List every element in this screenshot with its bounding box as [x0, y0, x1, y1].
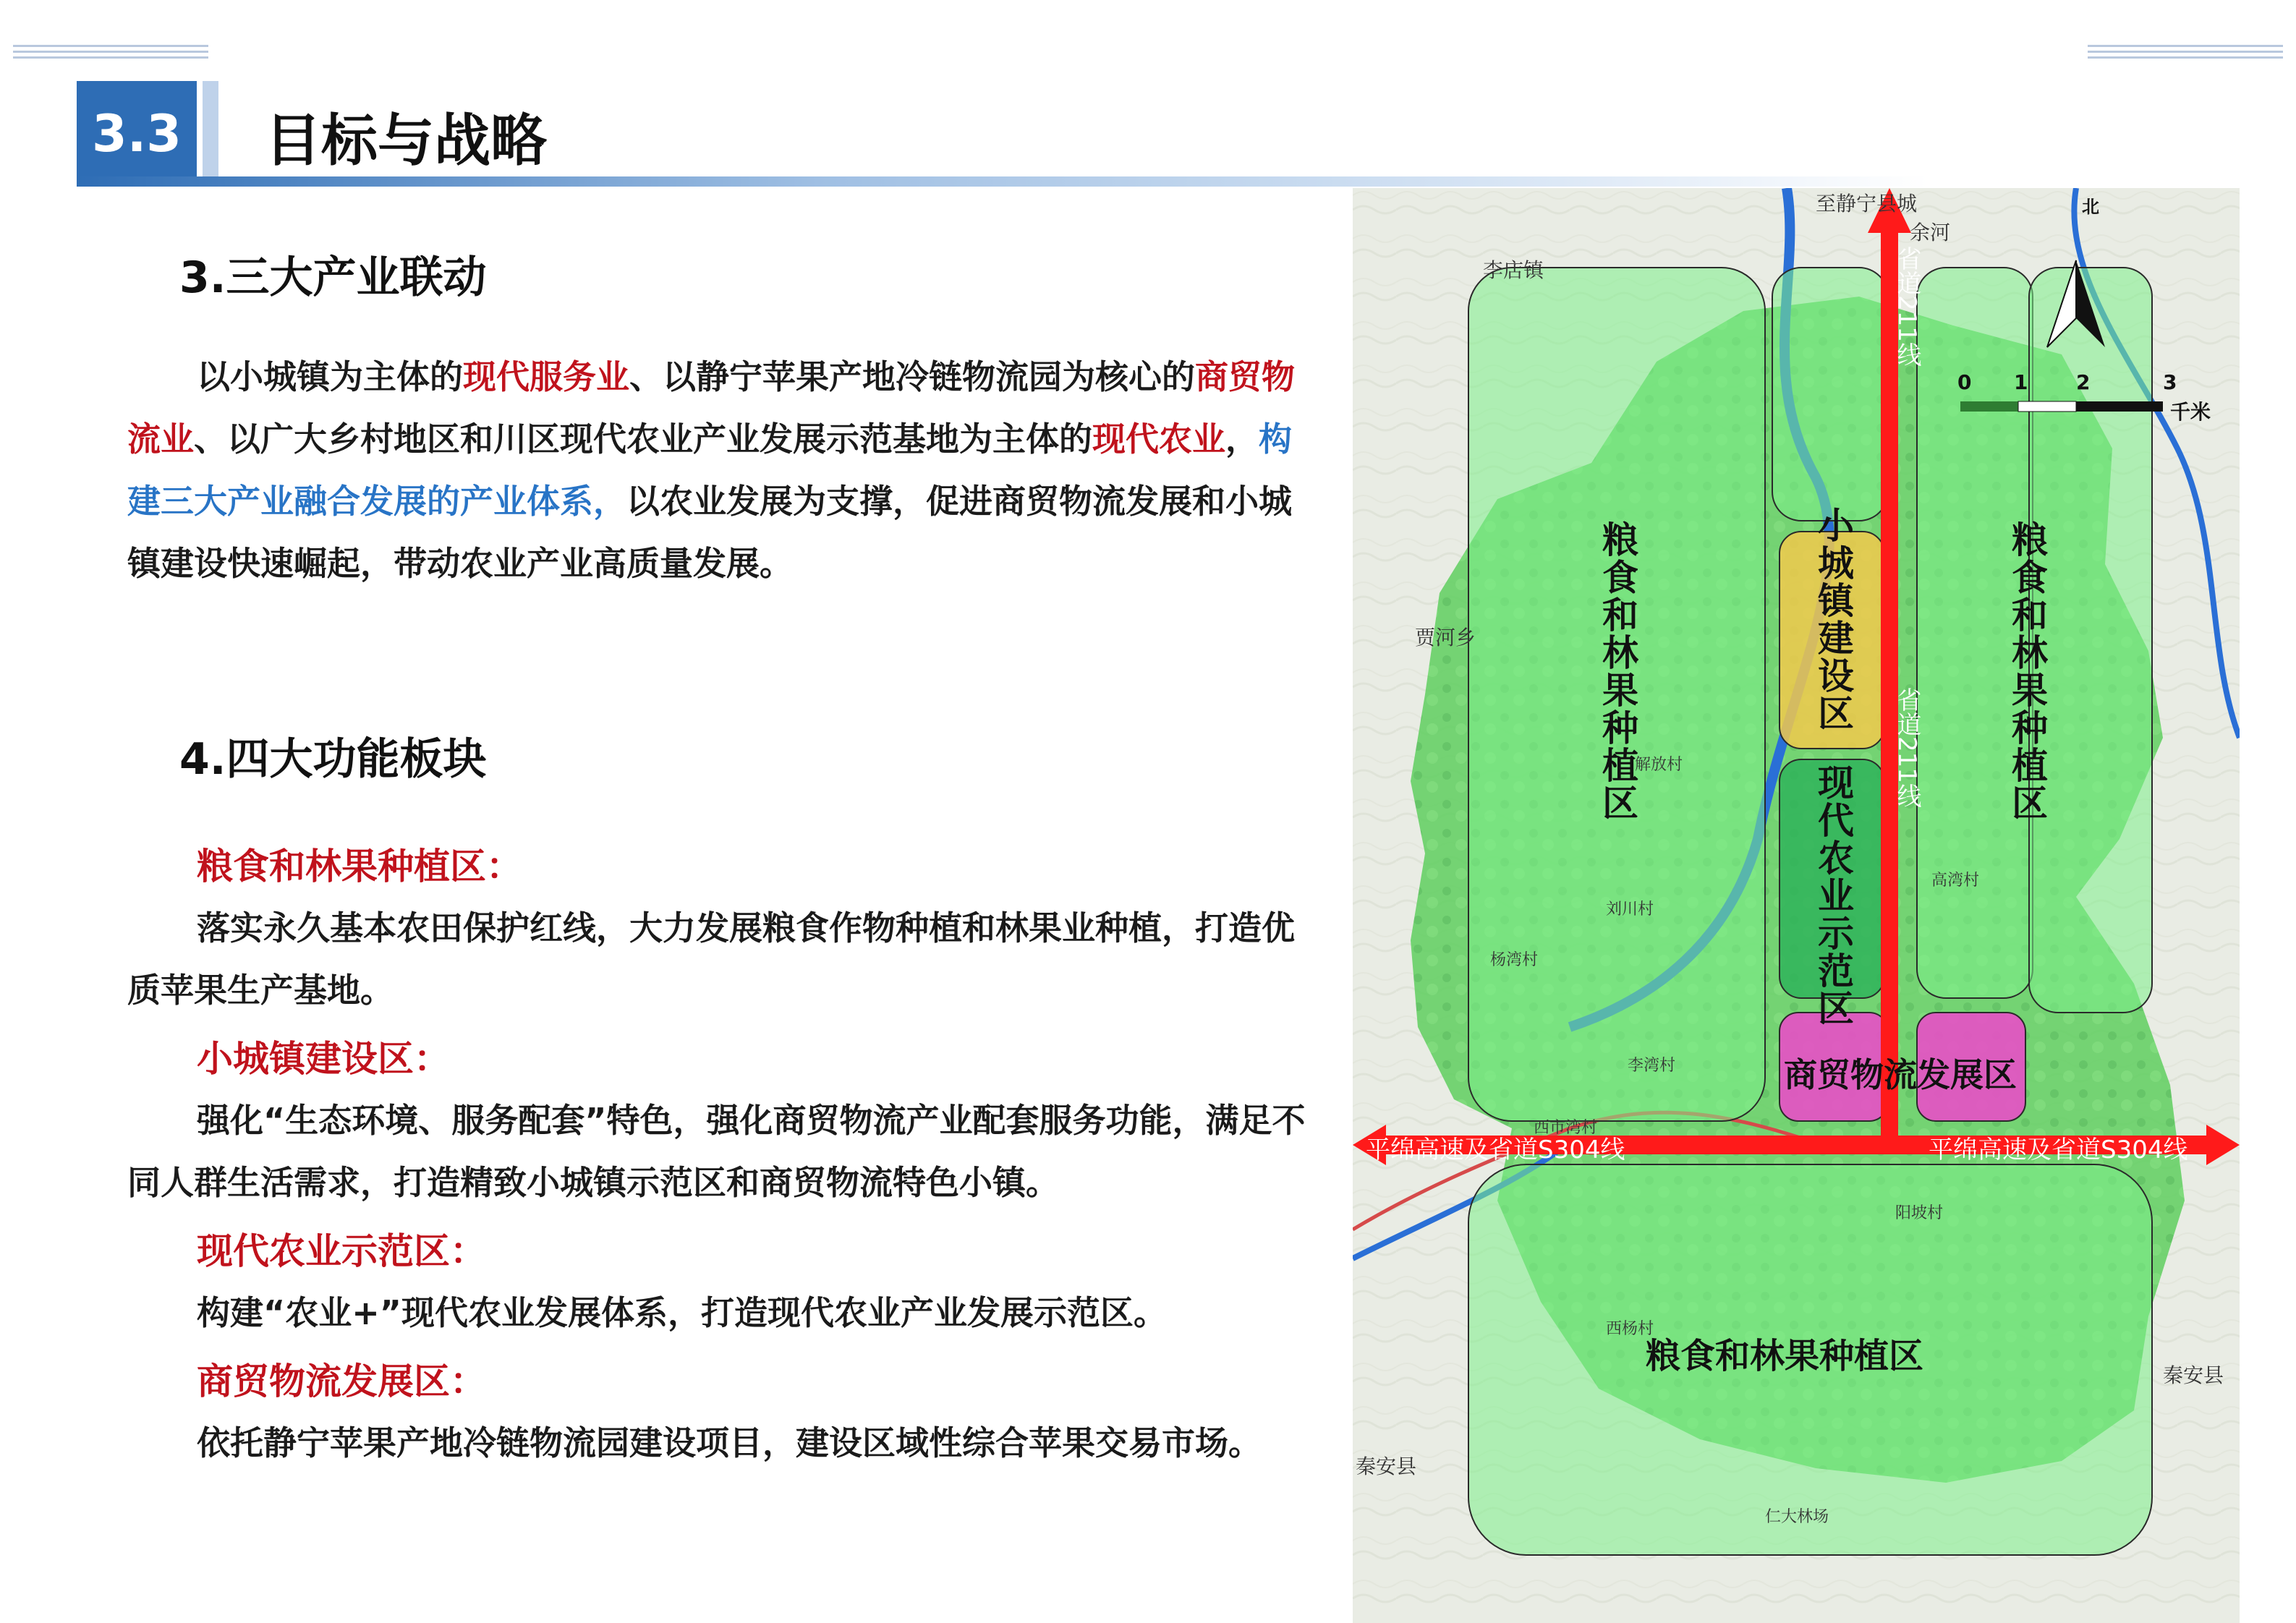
section-3-segment: ，: [1225, 419, 1259, 459]
page-title: 目标与战略: [265, 108, 548, 174]
badge-accent: [203, 81, 218, 187]
scale-unit: 千米: [2170, 400, 2211, 424]
label-bottom-planting: 粮食和林果种植区: [1646, 1336, 1924, 1376]
map-canvas: [1353, 188, 2240, 1623]
place-gaowan: 高湾村: [1931, 872, 1980, 890]
place-lidian: 李店镇: [1483, 258, 1544, 282]
function-zone-map: [1353, 188, 2240, 1623]
scale-tick-3: 3: [2163, 370, 2177, 394]
label-agri-demo: 现代农业示范区: [1812, 764, 1854, 1027]
section-3-segment: 构建三大产业融合发展的产业体系，: [127, 419, 1292, 521]
north-label: 北: [2082, 197, 2099, 217]
place-xishi: 西市湾村: [1534, 1119, 1598, 1137]
section-3-segment: 商贸物流业: [127, 357, 1295, 459]
section-4-heading: 4.四大功能板块: [179, 734, 487, 785]
place-renda: 仁大林场: [1765, 1508, 1829, 1526]
place-jiahe: 贾河乡: [1415, 626, 1476, 649]
place-yangwan: 杨湾村: [1490, 951, 1539, 969]
label-right-planting: 粮食和林果种植区: [2006, 521, 2048, 822]
section-3-segment: 、以静宁苹果产地冷链物流园为核心的: [629, 357, 1195, 396]
scale-tick-2: 2: [2076, 370, 2091, 394]
place-qinan-left: 秦安县: [1356, 1454, 1417, 1478]
place-chuan: 刘川村: [1606, 900, 1654, 919]
section-3-segment: 以小城镇为主体的: [197, 357, 463, 396]
place-jiefang: 解放村: [1635, 756, 1683, 774]
road-label-s304-right: 平绵高速及省道S304线: [1929, 1136, 2188, 1164]
road-label-s211-lower: 省道211线: [1892, 687, 1921, 808]
block-logistics-body: 依托静宁苹果产地冷链物流园建设项目，建设区域性综合苹果交易市场。: [197, 1423, 1262, 1462]
place-xi: 西杨村: [1606, 1320, 1654, 1338]
place-qinan-right: 秦安县: [2163, 1363, 2224, 1387]
header-decoration-left: [13, 45, 208, 67]
place-liwan: 李湾村: [1628, 1057, 1676, 1075]
block-agri-body: 构建“农业+”现代农业发展体系，打造现代农业产业发展示范区。: [197, 1293, 1168, 1332]
block-planting-title: 粮食和林果种植区：: [197, 845, 522, 887]
header-decoration-right: [2088, 45, 2283, 67]
section-3-heading: 3.三大产业联动: [179, 252, 487, 303]
section-3-segment: 以农业发展为支撑，促进商贸物流发展和小城镇建设快速崛起，带动农业产业高质量发展。: [127, 482, 1292, 583]
title-underline: [77, 176, 1929, 187]
place-north-county: 至静宁县城: [1816, 192, 1918, 216]
block-town-body: 强化“生态环境、服务配套”特色，强化商贸物流产业配套服务功能，满足不同人群生活需求，打造精致小城镇示范区和商贸物流特色小镇。: [127, 1101, 1306, 1202]
label-left-planting: 粮食和林果种植区: [1596, 521, 1638, 822]
block-town-title: 小城镇建设区：: [197, 1038, 450, 1080]
scale-bar-1: [1960, 401, 2018, 412]
block-planting-body: 落实永久基本农田保护红线，大力发展粮食作物种植和林果业种植，打造优质苹果生产基地。: [127, 908, 1295, 1010]
section-3-segment: 现代服务业: [463, 357, 629, 396]
section-3-segment: 现代农业: [1092, 419, 1225, 459]
road-label-s304-left: 平绵高速及省道S304线: [1366, 1136, 1625, 1164]
label-town: 小城镇建设区: [1812, 506, 1854, 732]
place-yuhe: 余河: [1910, 221, 1951, 244]
scale-bar-2: [2018, 401, 2076, 412]
zone-top-strip: [1772, 268, 1888, 521]
scale-tick-0: 0: [1957, 370, 1972, 394]
section-3-segment: 、以广大乡村地区和川区现代农业产业发展示范基地为主体的: [194, 419, 1092, 459]
scale-bar-3: [2076, 401, 2163, 412]
section-number-badge: 3.3: [77, 81, 197, 187]
section-3-paragraph: [127, 346, 1314, 595]
road-label-s211-upper: 省道211线: [1892, 246, 1921, 367]
label-logistics: 商贸物流发展区: [1784, 1055, 2017, 1094]
block-logistics-title: 商贸物流发展区：: [197, 1360, 486, 1402]
place-yangpo: 阳坡村: [1895, 1204, 1944, 1222]
block-agri-title: 现代农业示范区：: [197, 1230, 486, 1272]
scale-tick-1: 1: [2014, 370, 2028, 394]
